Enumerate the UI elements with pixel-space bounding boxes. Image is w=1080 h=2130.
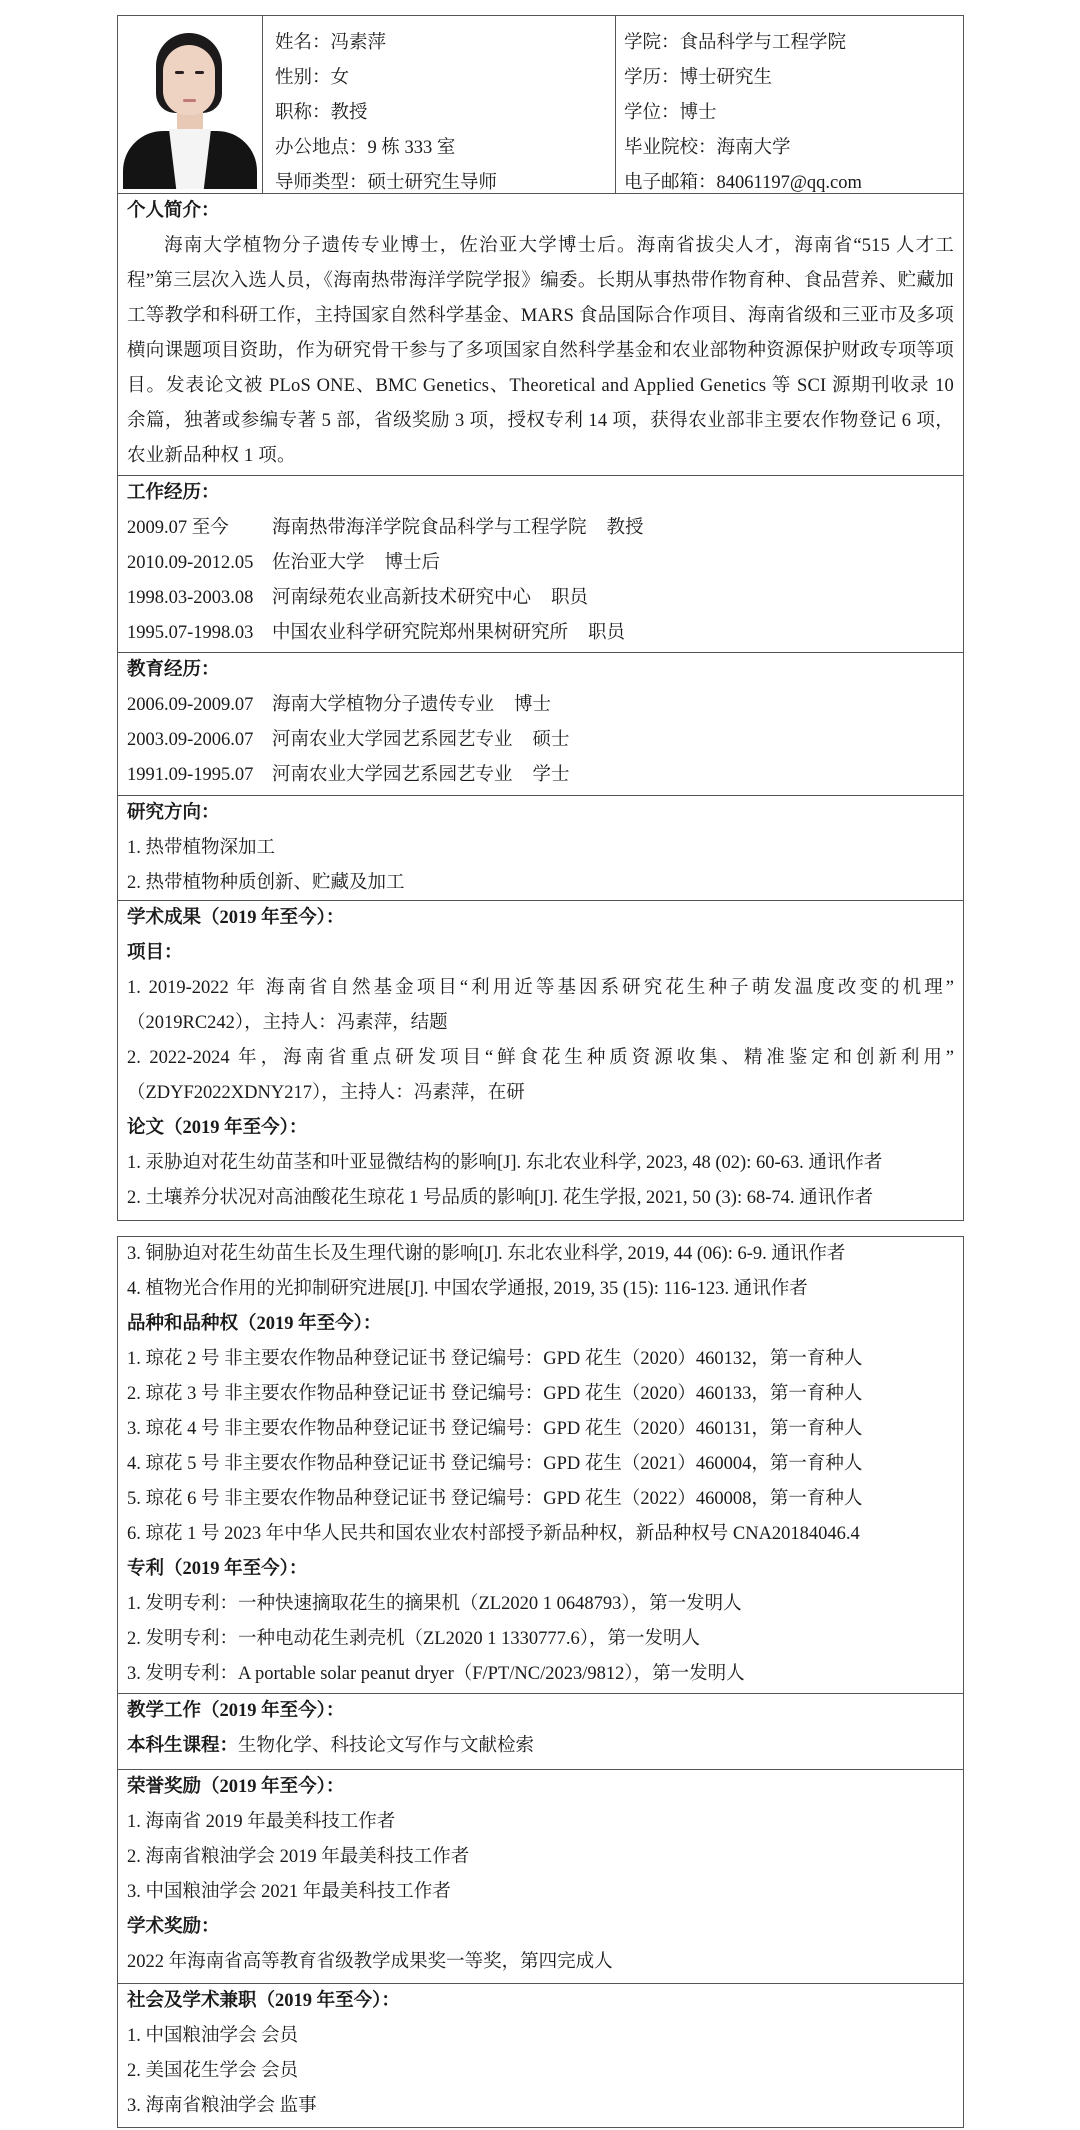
- field-label: 性别：: [275, 68, 331, 88]
- field-value: 硕士研究生导师: [367, 173, 498, 193]
- field-value: 9 栋 333 室: [367, 138, 456, 158]
- work-title: 工作经历：: [127, 483, 220, 503]
- research-section: [118, 796, 963, 901]
- role: 教授: [606, 518, 644, 538]
- profile-field: [275, 61, 615, 96]
- position-item: 2. 美国花生学会 会员: [127, 2061, 299, 2081]
- intro-title: 个人简介：: [127, 201, 220, 221]
- education-item: [127, 688, 954, 723]
- field-value: 冯素萍: [330, 33, 387, 53]
- field-label: 职称：: [275, 103, 331, 123]
- project-item-line1: 1. 2019-2022 年 海南省自然基金项目“利用近等基因系研究花生种子萌发温度改变的机理”: [127, 978, 954, 998]
- patents-title: 专利（2019 年至今）：: [127, 1559, 308, 1579]
- academic-award-item: 2022 年海南省高等教育省级教学成果奖一等奖，第四完成人: [127, 1952, 613, 1972]
- profile-table-page-1: [117, 15, 964, 1221]
- field-value: 食品科学与工程学院: [679, 33, 847, 53]
- course-list: 生物化学、科技论文写作与文献检索: [238, 1736, 535, 1756]
- profile-field: [624, 166, 963, 201]
- work-item: [127, 581, 954, 616]
- profile-photo: [123, 19, 257, 189]
- honors-title: 荣誉奖励（2019 年至今）：: [127, 1777, 345, 1797]
- intro-section: [118, 194, 963, 476]
- organization: 河南农业大学园艺系园艺专业: [272, 730, 513, 750]
- project-item-line2: （ZDYF2022XDNY217），主持人：冯素萍，在研: [127, 1083, 525, 1103]
- honor-item: 3. 中国粮油学会 2021 年最美科技工作者: [127, 1882, 451, 1902]
- profile-field: [624, 131, 963, 166]
- period: 2006.09-2009.07: [127, 695, 254, 715]
- profile-field: [275, 131, 615, 166]
- organization: 中国农业科学研究院郑州果树研究所: [272, 623, 569, 643]
- field-value: 海南大学: [716, 138, 791, 158]
- field-value: 教授: [330, 103, 368, 123]
- work-section: [118, 476, 963, 653]
- positions-title: 社会及学术兼职（2019 年至今）：: [127, 1991, 400, 2011]
- variety-item: 2. 琼花 3 号 非主要农作物品种登记证书 登记编号：GPD 花生（2020）460133，第一育种人: [127, 1384, 863, 1404]
- period: 2009.07 至今: [127, 518, 229, 538]
- patent-item: 2. 发明专利：一种电动花生剥壳机（ZL2020 1 1330777.6），第一发明人: [127, 1629, 700, 1649]
- field-value: 女: [330, 68, 350, 88]
- patent-item: 1. 发明专利：一种快速摘取花生的摘果机（ZL2020 1 0648793），第一发明人: [127, 1594, 742, 1614]
- positions-section: [118, 1984, 963, 2124]
- position-item: 1. 中国粮油学会 会员: [127, 2026, 299, 2046]
- field-label: 毕业院校：: [624, 138, 717, 158]
- period: 2003.09-2006.07: [127, 730, 254, 750]
- organization: 河南绿苑农业高新技术研究中心: [272, 588, 532, 608]
- paper-item: 1. 汞胁迫对花生幼苗茎和叶亚显微结构的影响[J]. 东北农业科学, 2023, 48 (02): 60-63. 通讯作者: [127, 1153, 883, 1173]
- field-label: 电子邮箱：: [624, 173, 717, 193]
- field-label: 学位：: [624, 103, 680, 123]
- period: 2010.09-2012.05: [127, 553, 254, 573]
- research-item: 1. 热带植物深加工: [127, 838, 276, 858]
- papers-title: 论文（2019 年至今）：: [127, 1118, 308, 1138]
- variety-item: 1. 琼花 2 号 非主要农作物品种登记证书 登记编号：GPD 花生（2020）460132，第一育种人: [127, 1349, 863, 1369]
- profile-field: [624, 26, 963, 61]
- achievements-section: [118, 901, 963, 1216]
- education-item: [127, 723, 954, 758]
- profile-field: [624, 96, 963, 131]
- field-value: 84061197@qq.com: [716, 173, 862, 193]
- work-item: [127, 546, 954, 581]
- role: 职员: [551, 588, 589, 608]
- profile-header: [118, 16, 963, 194]
- field-label: 导师类型：: [275, 173, 368, 193]
- field-label: 学院：: [624, 33, 680, 53]
- varieties-title: 品种和品种权（2019 年至今）：: [127, 1314, 382, 1334]
- profile-field: [275, 96, 615, 131]
- projects-title: 项目：: [127, 943, 183, 963]
- research-item: 2. 热带植物种质创新、贮藏及加工: [127, 873, 405, 893]
- work-item: [127, 616, 954, 651]
- role: 博士: [514, 695, 552, 715]
- teaching-title: 教学工作（2019 年至今）：: [127, 1701, 345, 1721]
- variety-item: 5. 琼花 6 号 非主要农作物品种登记证书 登记编号：GPD 花生（2022）460008，第一育种人: [127, 1489, 863, 1509]
- photo-cell: [118, 16, 263, 193]
- research-title: 研究方向：: [127, 803, 220, 823]
- period: 1991.09-1995.07: [127, 765, 254, 785]
- field-label: 办公地点：: [275, 138, 368, 158]
- organization: 河南农业大学园艺系园艺专业: [272, 765, 513, 785]
- role: 学士: [532, 765, 570, 785]
- field-value: 博士: [679, 103, 717, 123]
- honors-section: [118, 1770, 963, 1984]
- organization: 海南热带海洋学院食品科学与工程学院: [272, 518, 587, 538]
- role: 职员: [588, 623, 626, 643]
- honor-item: 2. 海南省粮油学会 2019 年最美科技工作者: [127, 1847, 470, 1867]
- honor-item: 1. 海南省 2019 年最美科技工作者: [127, 1812, 396, 1832]
- course-label: 本科生课程：: [127, 1736, 239, 1756]
- academic-awards-title: 学术奖励：: [127, 1917, 220, 1937]
- profile-left-column: [263, 16, 616, 193]
- organization: 海南大学植物分子遗传专业: [272, 695, 495, 715]
- profile-field: [275, 166, 615, 201]
- paper-item: 3. 铜胁迫对花生幼苗生长及生理代谢的影响[J]. 东北农业科学, 2019, 44 (06): 6-9. 通讯作者: [127, 1244, 846, 1264]
- profile-field: [275, 26, 615, 61]
- field-label: 学历：: [624, 68, 680, 88]
- position-item: 3. 海南省粮油学会 监事: [127, 2096, 317, 2116]
- paper-item: 4. 植物光合作用的光抑制研究进展[J]. 中国农学通报, 2019, 35 (15): 116-123. 通讯作者: [127, 1279, 808, 1299]
- period: 1998.03-2003.08: [127, 588, 254, 608]
- variety-item: 6. 琼花 1 号 2023 年中华人民共和国农业农村部授予新品种权，新品种权号 CNA20184046.4: [127, 1524, 860, 1544]
- variety-item: 3. 琼花 4 号 非主要农作物品种登记证书 登记编号：GPD 花生（2020）460131，第一育种人: [127, 1419, 863, 1439]
- profile-table-page-2: [117, 1236, 964, 2128]
- profile-field: [624, 61, 963, 96]
- education-title: 教育经历：: [127, 660, 220, 680]
- profile-right-column: [616, 16, 963, 193]
- patent-item: 3. 发明专利：A portable solar peanut dryer（F/PT/NC/2023/9812），第一发明人: [127, 1664, 745, 1684]
- project-item-line1: 2. 2022-2024 年，海南省重点研发项目“鲜食花生种质资源收集、精准鉴定和创新利用”: [127, 1048, 954, 1068]
- intro-text: 海南大学植物分子遗传专业博士，佐治亚大学博士后。海南省拔尖人才，海南省“515 人才工程”第三层次入选人员，《海南热带海洋学院学报》编委。长期从事热带作物育种、食品营养、贮藏加工等教学和科研工作，主持国家自然科学基金、MARS 食品国际合作项目、海南省级和三亚市及多项横向课题项目资助，作为研究骨干参与了多项国家自然科学基金和农业部物种资源保护财政专项等项目。发表论文被 PLoS ONE、BMC Genetics、Theoretical and Applied Genetics 等 SCI 源期刊收录 10 余篇，独著或参编专著 5 部，省级奖励 3 项，授权专利 14 项，获得农业部非主要农作物登记 6 项，农业新品种权 1 项。: [127, 236, 954, 466]
- education-item: [127, 758, 954, 793]
- role: 硕士: [532, 730, 570, 750]
- achievements-title: 学术成果（2019 年至今）：: [127, 908, 345, 928]
- period: 1995.07-1998.03: [127, 623, 254, 643]
- education-section: [118, 653, 963, 796]
- variety-item: 4. 琼花 5 号 非主要农作物品种登记证书 登记编号：GPD 花生（2021）460004，第一育种人: [127, 1454, 863, 1474]
- work-item: [127, 511, 954, 546]
- paper-item: 2. 土壤养分状况对高油酸花生琼花 1 号品质的影响[J]. 花生学报, 2021, 50 (3): 68-74. 通讯作者: [127, 1188, 874, 1208]
- organization: 佐治亚大学: [272, 553, 365, 573]
- field-label: 姓名：: [275, 33, 331, 53]
- teaching-section: [118, 1694, 963, 1770]
- field-value: 博士研究生: [679, 68, 773, 88]
- project-item-line2: （2019RC242），主持人：冯素萍，结题: [127, 1013, 448, 1033]
- role: 博士后: [384, 553, 441, 573]
- achievements-continued: [118, 1237, 963, 1694]
